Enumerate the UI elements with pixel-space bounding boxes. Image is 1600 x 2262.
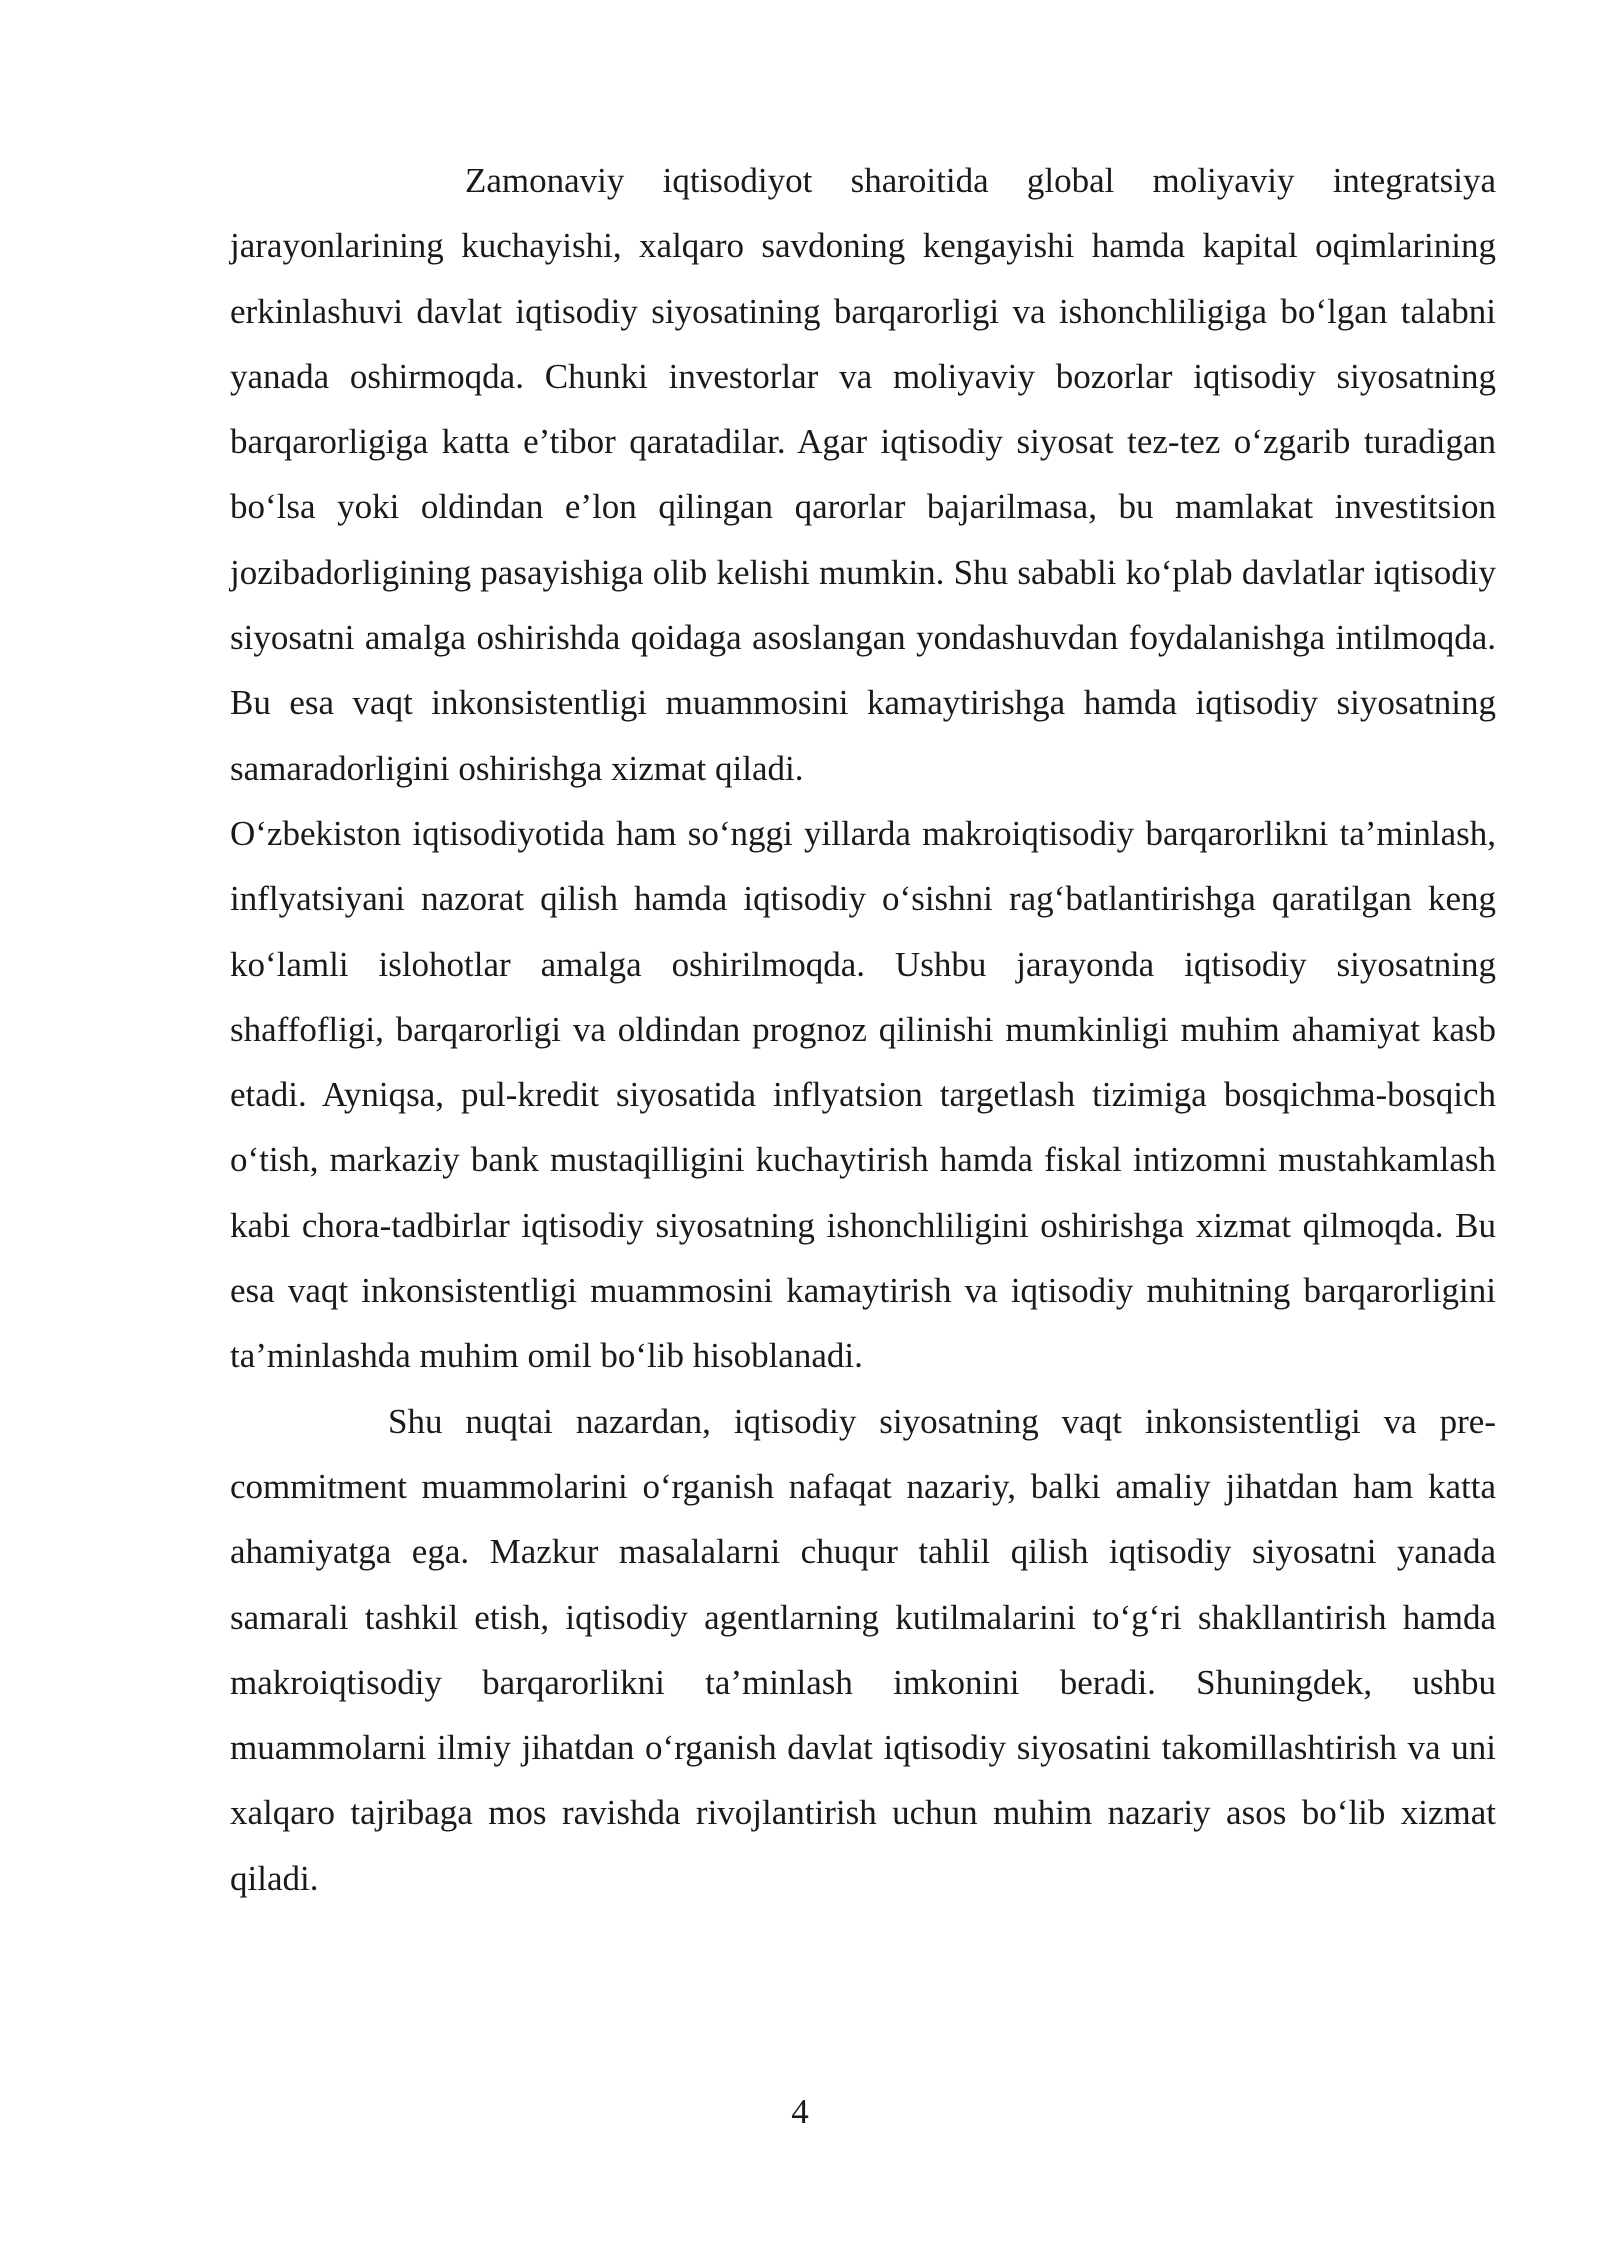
paragraph-1: Zamonaviy iqtisodiyot sharoitida global moliyaviy integratsiya jarayonlarining kuchayishi, xalqaro savdoning kengayishi hamda kapital oqimlarining erkinlashuvi davlat iqtisodiy siyosatining barqarorligi va ishonchliligiga bo‘lgan talabni yanada oshirmoqda. Chunki investorlar va moliyaviy bozorlar iqtisodiy siyosatning barqarorligiga katta e’tibor qaratadilar. Agar iqtisodiy siyosat tez-tez o‘zgarib turadigan bo‘lsa yoki oldindan e’lon qilingan qarorlar bajarilmasa, bu mamlakat investitsion jozibadorligining pasayishiga olib kelishi mumkin. Shu sababli ko‘plab davlatlar iqtisodiy siyosatni amalga oshirishda qoidaga asoslangan yondashuvdan foydalanishga intilmoqda. Bu esa vaqt inkonsistentligi muammosini kamaytirishga hamda iqtisodiy siyosatning samaradorligini oshirishga xizmat qiladi.: [230, 161, 1496, 788]
paragraph-2: O‘zbekiston iqtisodiyotida ham so‘nggi yillarda makroiqtisodiy barqarorlikni ta’minlash, inflyatsiyani nazorat qilish hamda iqtisodiy o‘sishni rag‘batlantirishga qaratilgan keng ko‘lamli islohotlar amalga oshirilmoqda. Ushbu jarayonda iqtisodiy siyosatning shaffofligi, barqarorligi va oldindan prognoz qilinishi mumkinligi muhim ahamiyat kasb etadi. Ayniqsa, pul-kredit siyosatida inflyatsion targetlash tizimiga bosqichma-bosqich o‘tish, markaziy bank mustaqilligini kuchaytirish hamda fiskal intizomni mustahkamlash kabi chora-tadbirlar iqtisodiy siyosatning ishonchliligini oshirishga xizmat qilmoqda. Bu esa vaqt inkonsistentligi muammosini kamaytirish va iqtisodiy muhitning barqarorligini ta’minlashda muhim omil bo‘lib hisoblanadi.: [230, 813, 1496, 1376]
page-number: 4: [791, 2092, 809, 2131]
paragraph-3: Shu nuqtai nazardan, iqtisodiy siyosatning vaqt inkonsistentligi va pre-commitment muammolarini o‘rganish nafaqat nazariy, balki amaliy jihatdan ham katta ahamiyatga ega. Mazkur masalalarni chuqur tahlil qilish iqtisodiy siyosatni yanada samarali tashkil etish, iqtisodiy agentlarning kutilmalarini to‘g‘ri shakllantirish hamda makroiqtisodiy barqarorlikni ta’minlash imkonini beradi. Shuningdek, ushbu muammolarni ilmiy jihatdan o‘rganish davlat iqtisodiy siyosatini takomillashtirish va uni xalqaro tajribaga mos ravishda rivojlantirish uchun muhim nazariy asos bo‘lib xizmat qiladi.: [230, 1401, 1496, 1898]
body-text: [230, 148, 1496, 1911]
